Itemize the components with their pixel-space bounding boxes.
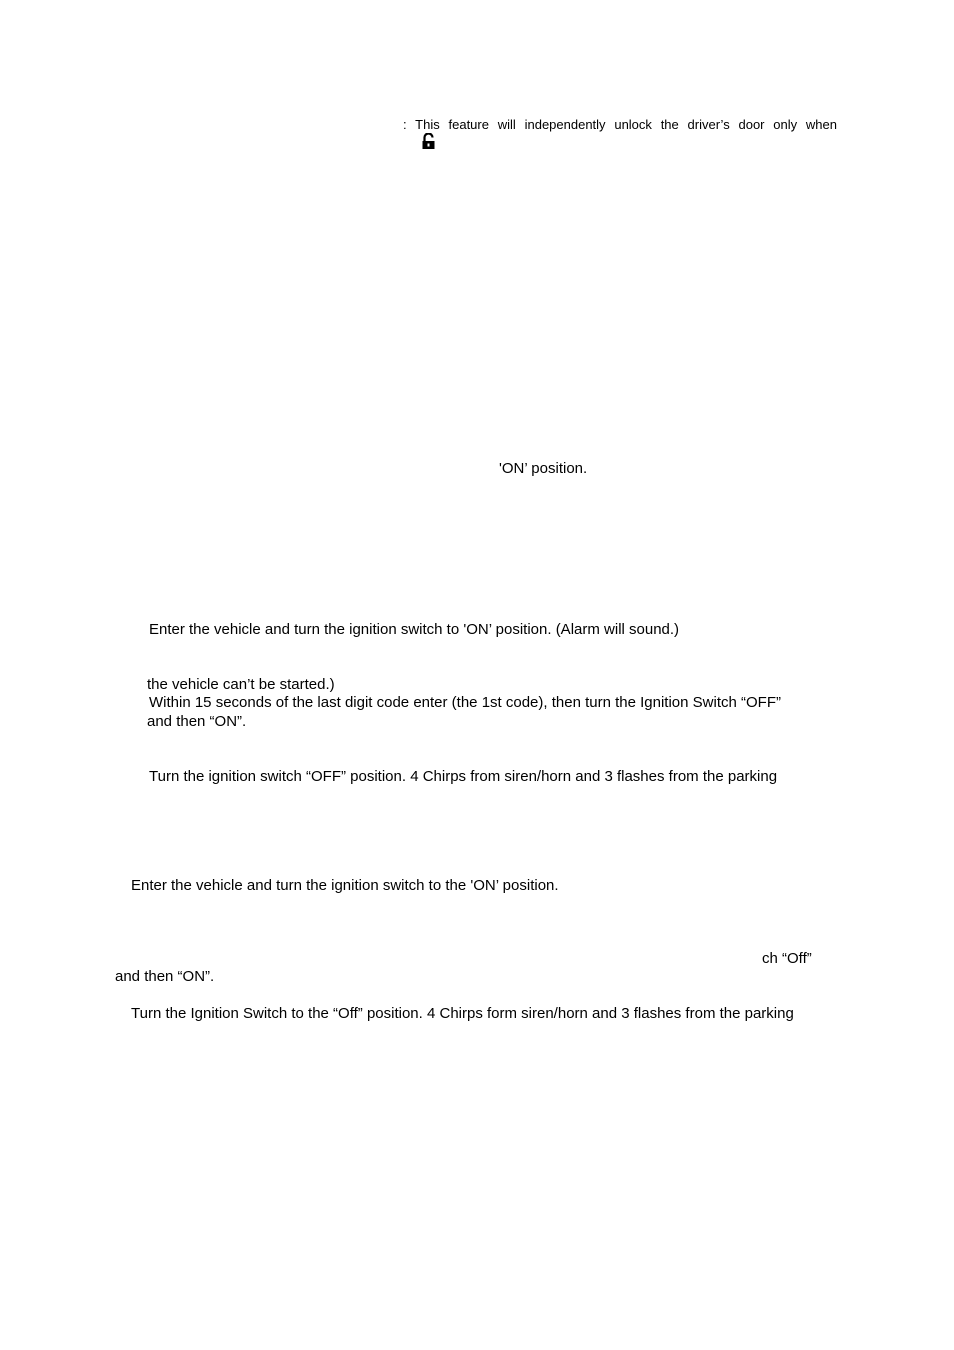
step-cant-be-started: the vehicle can’t be started.) <box>147 676 335 693</box>
step-enter-vehicle-alarm: Enter the vehicle and turn the ignition switch to 'ON’ position. (Alarm will sound.) <box>149 621 680 638</box>
feature-description: : This feature will independently unlock the driver’s door only when <box>403 117 837 132</box>
step-enter-vehicle-on: Enter the vehicle and turn the ignition switch to the 'ON’ position. <box>131 877 559 894</box>
step-and-then-on-2: and then “ON”. <box>115 968 215 985</box>
step-switch-off-fragment: ch “Off” <box>762 950 812 967</box>
unlock-icon <box>421 133 436 150</box>
step-turn-off-chirps: Turn the ignition switch “OFF” position. 4 Chirps from siren/horn and 3 flashes from the parking <box>149 768 778 785</box>
step-within-15-seconds: Within 15 seconds of the last digit code enter (the 1st code), then turn the Ignition Switch “OFF” <box>149 694 781 711</box>
step-turn-off-chirps-2: Turn the Ignition Switch to the “Off” position. 4 Chirps form siren/horn and 3 flashes from the parking <box>131 1005 794 1022</box>
step-and-then-on: and then “ON”. <box>147 713 247 730</box>
on-position-text: 'ON’ position. <box>499 460 588 477</box>
